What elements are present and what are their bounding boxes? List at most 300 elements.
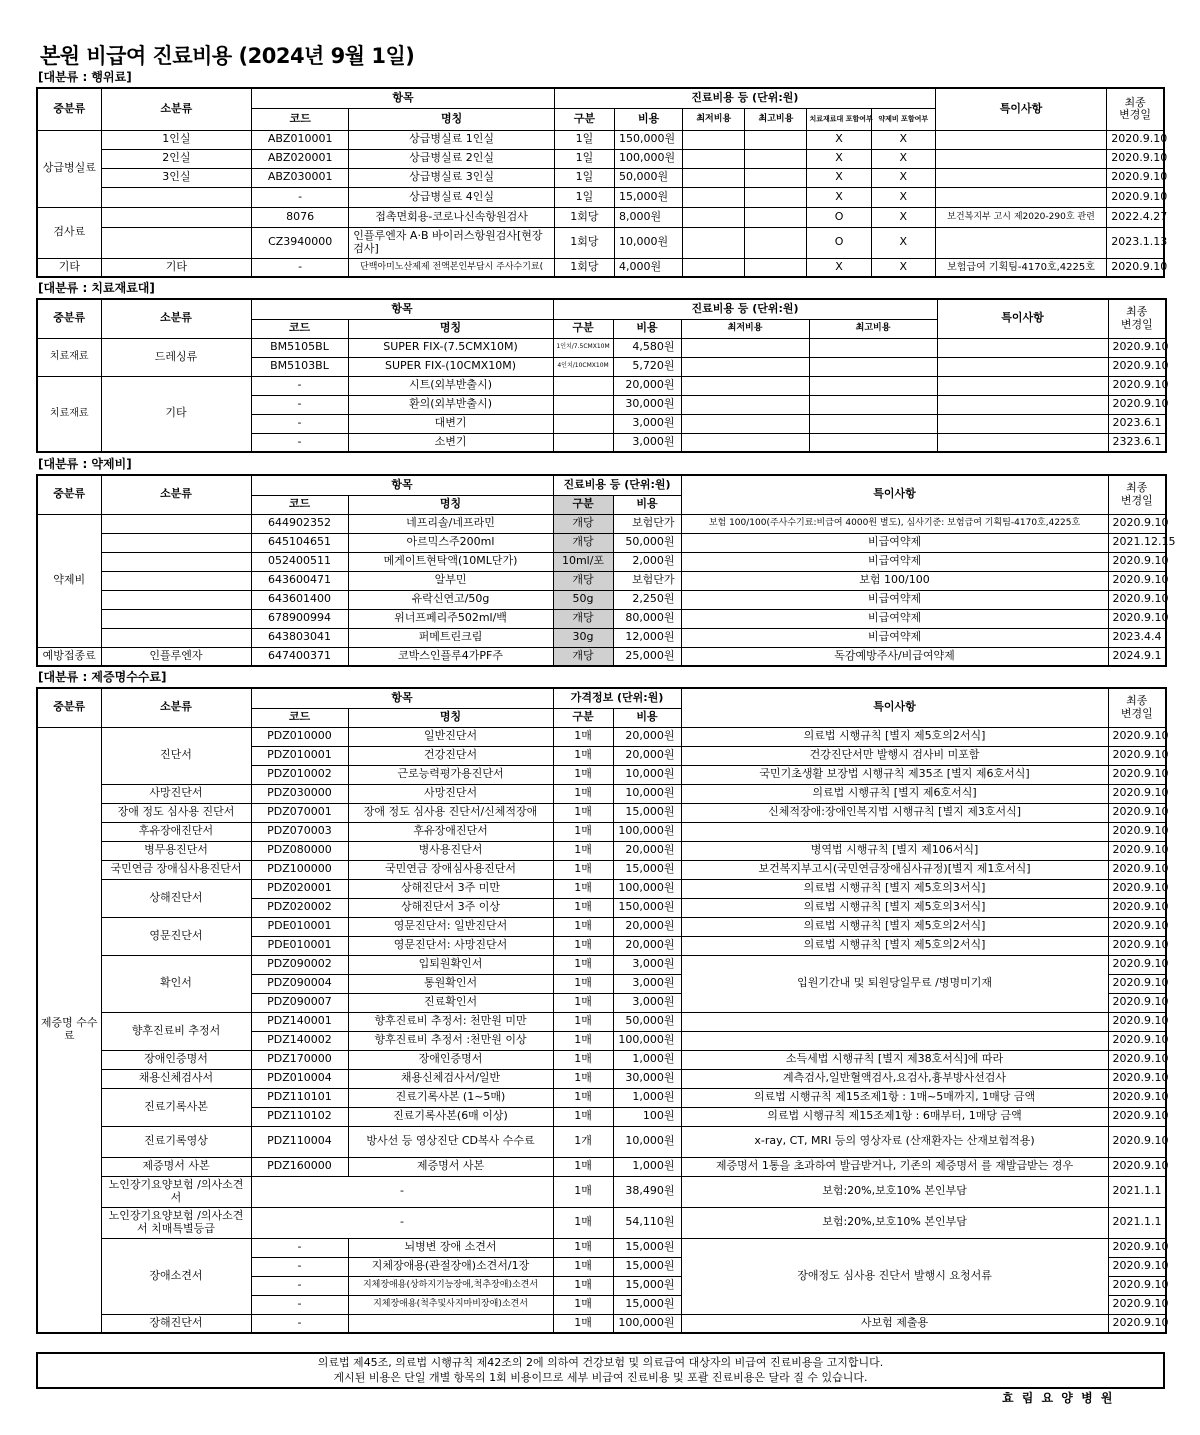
- unit: 1매: [553, 1238, 613, 1257]
- cost: 100,000원: [613, 1031, 681, 1050]
- sub-category: 인플루엔자: [101, 647, 251, 666]
- sub-category: 국민연금 장애심사용진단서: [101, 860, 251, 879]
- unit: 50g: [553, 590, 613, 609]
- unit: 1매: [553, 784, 613, 803]
- unit: 1매: [553, 1069, 613, 1088]
- item-code: -: [251, 1257, 348, 1276]
- table-row: [37, 1176, 1166, 1207]
- cost: 100,000원: [615, 149, 683, 168]
- change-date: 2021.12.15: [1108, 533, 1166, 552]
- cost: 15,000원: [613, 1257, 681, 1276]
- header-note: 특이사항: [935, 88, 1106, 130]
- cost: 4,580원: [613, 338, 681, 357]
- note: 사보험 제출용: [681, 1314, 1108, 1333]
- cost: 20,000원: [613, 917, 681, 936]
- cost: 100원: [613, 1107, 681, 1126]
- change-date: 2020.9.10: [1108, 974, 1166, 993]
- table-row: [37, 784, 1166, 803]
- item-code: -: [252, 258, 349, 277]
- unit: 1매: [553, 765, 613, 784]
- change-date: 2020.9.10: [1108, 1069, 1166, 1088]
- mid-category: 치료재료: [37, 376, 101, 452]
- change-date: 2020.9.10: [1108, 917, 1166, 936]
- note: 비급여약제: [681, 609, 1108, 628]
- mid-category: 예방접종료: [37, 647, 101, 666]
- unit: 1개: [553, 1126, 613, 1157]
- note: [937, 433, 1108, 452]
- page-title: 본원 비급여 진료비용 (2024년 9월 1일): [40, 44, 415, 68]
- cost: 50,000원: [615, 168, 683, 187]
- item-name: 환의(외부반출시): [348, 395, 553, 414]
- min-cost: [681, 376, 809, 395]
- header-sub: 소분류: [101, 88, 251, 130]
- header-name: 명칭: [348, 708, 553, 727]
- sub-category: 영문진단서: [101, 917, 251, 955]
- note: [681, 1031, 1108, 1050]
- note: 의료법 시행규칙 [별지 제5호의2서식]: [681, 917, 1108, 936]
- change-date: 2020.9.10: [1108, 898, 1166, 917]
- unit: 1매: [553, 803, 613, 822]
- table-row: [37, 955, 1166, 974]
- change-date: 2020.9.10: [1107, 168, 1164, 187]
- item-code: -: [251, 1238, 348, 1257]
- sub-category: [101, 187, 251, 207]
- header-item: 항목: [251, 475, 553, 495]
- header-mid: 중분류: [37, 688, 101, 727]
- item-code: PDZ140001: [251, 1012, 348, 1031]
- header-cost-value: 비용: [615, 108, 683, 130]
- header-name: 명칭: [348, 319, 553, 338]
- unit: 1매: [553, 1107, 613, 1126]
- item-code: -: [251, 1295, 348, 1314]
- drug-included: X: [871, 168, 935, 187]
- note: 의료법 시행규칙 제15조제1항 : 6매부터, 1매당 금액: [681, 1107, 1108, 1126]
- max-cost: [745, 227, 807, 258]
- header-min: 최저비용: [681, 319, 809, 338]
- item-name: 후유장애진단서: [348, 822, 553, 841]
- change-date: 2020.9.10: [1108, 746, 1166, 765]
- unit: 1회당: [554, 207, 614, 227]
- note: [937, 376, 1108, 395]
- header-final-date: 최종 변경일: [1108, 475, 1166, 514]
- cost: 20,000원: [613, 727, 681, 746]
- min-cost: [681, 357, 809, 376]
- change-date: 2020.9.10: [1108, 552, 1166, 571]
- item-name: SUPER FIX-(10CMX10M): [348, 357, 553, 376]
- item-code: PDZ080000: [251, 841, 348, 860]
- cost: 100,000원: [613, 1314, 681, 1333]
- sub-category: 병무용진단서: [101, 841, 251, 860]
- procedure-fee-table: [36, 87, 1168, 278]
- item-code: PDZ070001: [251, 803, 348, 822]
- mid-category: 상급병실료: [37, 130, 101, 207]
- table-row: [37, 533, 1166, 552]
- unit: 1매: [553, 917, 613, 936]
- change-date: 2020.9.10: [1108, 841, 1166, 860]
- note: [935, 168, 1106, 187]
- item-name: SUPER FIX-(7.5CMX10M): [348, 338, 553, 357]
- header-sub: 소분류: [101, 299, 251, 338]
- item-code: 644902352: [251, 514, 348, 533]
- cost: 3,000원: [613, 993, 681, 1012]
- item-name: 근로능력평가용진단서: [348, 765, 553, 784]
- item-code: PDZ090004: [251, 974, 348, 993]
- item-code: PDZ090007: [251, 993, 348, 1012]
- cost: 20,000원: [613, 746, 681, 765]
- unit: 1매: [553, 974, 613, 993]
- item-code: PDZ010002: [251, 765, 348, 784]
- unit: 1매: [553, 1314, 613, 1333]
- unit: 1매: [553, 841, 613, 860]
- drug-included: X: [871, 187, 935, 207]
- item-name: 아르믹스주200ml: [348, 533, 553, 552]
- sub-category: 1인실: [101, 130, 251, 149]
- material-included: X: [807, 258, 871, 277]
- max-cost: [809, 376, 937, 395]
- cost: 1,000원: [613, 1050, 681, 1069]
- max-cost: [745, 168, 807, 187]
- item-code: 645104651: [251, 533, 348, 552]
- unit: [553, 433, 613, 452]
- item-code: BM5103BL: [251, 357, 348, 376]
- table-row: [37, 822, 1166, 841]
- item-name: 장애인증명서: [348, 1050, 553, 1069]
- table-row: [37, 727, 1166, 746]
- note: 비급여약제: [681, 590, 1108, 609]
- change-date: 2020.9.10: [1108, 1276, 1166, 1295]
- unit: 1회당: [554, 227, 614, 258]
- change-date: 2024.9.1: [1108, 647, 1166, 666]
- header-cost-value: 비용: [613, 495, 681, 514]
- unit: 1매: [553, 898, 613, 917]
- material-fee-table: [36, 298, 1167, 453]
- unit: [553, 414, 613, 433]
- item-name: 상해진단서 3주 이상: [348, 898, 553, 917]
- header-note: 특이사항: [937, 299, 1108, 338]
- note: x-ray, CT, MRI 등의 영상자료 (산재환자는 산재보험적용): [681, 1126, 1108, 1157]
- section-label-drug: [대분류 : 약제비]: [38, 457, 132, 471]
- item-name: 인플루엔자 A·B 바이러스항원검사[현장검사]: [349, 227, 555, 258]
- sub-category: 진료기록사본: [101, 1088, 251, 1126]
- note: 의료법 시행규칙 제15조제1항 : 1매~5매까지, 1매당 금액: [681, 1088, 1108, 1107]
- mid-category: 제증명 수수료: [37, 727, 101, 1333]
- max-cost: [809, 395, 937, 414]
- item-code: PDZ110004: [251, 1126, 348, 1157]
- item-name: 향후진료비 추정서: 천만원 미만: [348, 1012, 553, 1031]
- cost: 2,250원: [613, 590, 681, 609]
- item-code: PDZ010000: [251, 727, 348, 746]
- unit: 1매: [553, 1012, 613, 1031]
- item-code: PDZ110101: [251, 1088, 348, 1107]
- unit: 1일: [554, 187, 614, 207]
- item-code: 643601400: [251, 590, 348, 609]
- cost: 15,000원: [613, 1276, 681, 1295]
- note: 건강진단서만 발행시 검사비 미포함: [681, 746, 1108, 765]
- cost: 20,000원: [613, 841, 681, 860]
- min-cost: [681, 414, 809, 433]
- sub-category: [101, 571, 251, 590]
- change-date: 2020.9.10: [1108, 1107, 1166, 1126]
- note: 의료법 시행규칙 [별지 제5호의2서식]: [681, 727, 1108, 746]
- cost: 15,000원: [613, 860, 681, 879]
- cost: 50,000원: [613, 533, 681, 552]
- item-code: PDZ020002: [251, 898, 348, 917]
- table-row: [37, 187, 1164, 207]
- change-date: 2020.9.10: [1108, 955, 1166, 974]
- item-name: 상급병실료 1인실: [349, 130, 555, 149]
- note: 신체적장애:장애인복지법 시행규칙 [별지 제3호서식]: [681, 803, 1108, 822]
- unit: [553, 395, 613, 414]
- cost: 54,110원: [613, 1207, 681, 1238]
- table-row: [37, 1238, 1166, 1257]
- cost: 100,000원: [613, 879, 681, 898]
- cost: 80,000원: [613, 609, 681, 628]
- sub-category: 3인실: [101, 168, 251, 187]
- change-date: 2020.9.10: [1108, 395, 1166, 414]
- item-name: 시트(외부반출시): [348, 376, 553, 395]
- item-name: 퍼메트린크림: [348, 628, 553, 647]
- item-name: 상급병실료 3인실: [349, 168, 555, 187]
- unit: 4인치/10CMX10M: [553, 357, 613, 376]
- change-date: 2020.9.10: [1108, 1126, 1166, 1157]
- header-code: 코드: [251, 319, 348, 338]
- material-included: X: [807, 130, 871, 149]
- item-code: PDZ090002: [251, 955, 348, 974]
- sub-category: 장애인증명서: [101, 1050, 251, 1069]
- legal-notice-line1: 의료법 제45조, 의료법 시행규칙 제42조의 2에 의하여 건강보험 및 의료급여 대상자의 비급여 진료비용을 고지합니다.: [317, 1356, 884, 1369]
- item-code: PDZ010004: [251, 1069, 348, 1088]
- header-gubun: 구분: [553, 319, 613, 338]
- header-note: 특이사항: [681, 688, 1108, 727]
- note: 비급여약제: [681, 533, 1108, 552]
- item-name: 방사선 등 영상진단 CD복사 수수료: [348, 1126, 553, 1157]
- drug-included: X: [871, 130, 935, 149]
- header-code: 코드: [251, 708, 348, 727]
- table-row: [37, 376, 1166, 395]
- table-row: [37, 1207, 1166, 1238]
- note: 비급여약제: [681, 552, 1108, 571]
- item-name: 진료확인서: [348, 993, 553, 1012]
- cost: 30,000원: [613, 395, 681, 414]
- item-name: 단백아미노산제제 전액본인부담시 주사수기료(: [349, 258, 555, 277]
- item-code: ABZ020001: [252, 149, 349, 168]
- change-date: 2020.9.10: [1108, 1157, 1166, 1176]
- item-name: 상해진단서 3주 미만: [348, 879, 553, 898]
- note: 계측검사,일반혈액검사,요검사,흉부방사선검사: [681, 1069, 1108, 1088]
- unit: 30g: [553, 628, 613, 647]
- min-cost: [683, 149, 745, 168]
- header-cost: 진료비용 등 (단위:원): [554, 88, 935, 108]
- cost: 3,000원: [613, 955, 681, 974]
- cost: 3,000원: [613, 433, 681, 452]
- item-code: PDZ070003: [251, 822, 348, 841]
- drug-included: X: [871, 207, 935, 227]
- item-name: 알부민: [348, 571, 553, 590]
- change-date: 2020.9.10: [1108, 571, 1166, 590]
- item-name: 병사용진단서: [348, 841, 553, 860]
- item-name: 진료기록사본 (1~5매): [348, 1088, 553, 1107]
- note: 비급여약제: [681, 628, 1108, 647]
- note: 입원기간내 및 퇴원당일무료 /병명미기재: [681, 955, 1108, 1012]
- item-code: -: [251, 433, 348, 452]
- note: 소득세법 시행규칙 [별지 제38호서식]에 따라: [681, 1050, 1108, 1069]
- sub-category: [101, 609, 251, 628]
- change-date: 2020.9.10: [1108, 1238, 1166, 1257]
- unit: 1일: [554, 149, 614, 168]
- max-cost: [745, 187, 807, 207]
- sub-category: [101, 590, 251, 609]
- note: [935, 149, 1106, 168]
- change-date: 2023.1.13: [1107, 227, 1164, 258]
- change-date: 2020.9.10: [1108, 1012, 1166, 1031]
- unit: 1일: [554, 168, 614, 187]
- table-row: [37, 860, 1166, 879]
- sub-category: [101, 227, 251, 258]
- item-name: 유락신연고/50g: [348, 590, 553, 609]
- item-code: 647400371: [251, 647, 348, 666]
- table-row: [37, 803, 1166, 822]
- hospital-name: 효 림 요 양 병 원: [1002, 1391, 1115, 1405]
- header-drug-included: 약제비 포함여부: [871, 108, 935, 130]
- min-cost: [681, 433, 809, 452]
- header-mid: 중분류: [37, 475, 101, 514]
- change-date: 2020.9.10: [1108, 993, 1166, 1012]
- item-name: 뇌병변 장애 소견서: [348, 1238, 553, 1257]
- section-label-certificate: [대분류 : 제증명수수료]: [38, 670, 167, 684]
- sub-category: [101, 533, 251, 552]
- table-row: [37, 1157, 1166, 1176]
- unit: 1매: [553, 1257, 613, 1276]
- cost: 20,000원: [613, 376, 681, 395]
- item-name: 건강진단서: [348, 746, 553, 765]
- header-name: 명칭: [349, 108, 555, 130]
- note: [937, 395, 1108, 414]
- table-row: [37, 149, 1164, 168]
- max-cost: [745, 130, 807, 149]
- unit: 1매: [553, 727, 613, 746]
- header-item: 항목: [251, 299, 553, 319]
- change-date: 2020.9.10: [1108, 860, 1166, 879]
- note: [681, 1012, 1108, 1031]
- unit: 개당: [553, 571, 613, 590]
- item-name: [348, 1314, 553, 1333]
- change-date: 2020.9.10: [1107, 258, 1164, 277]
- unit: 개당: [553, 533, 613, 552]
- table-row: [37, 227, 1164, 258]
- cost: 15,000원: [615, 187, 683, 207]
- sub-category: 노인장기요양보험 /의사소견서: [101, 1176, 251, 1207]
- header-max: 최고비용: [745, 108, 807, 130]
- unit: 1일: [554, 130, 614, 149]
- item-name: 사망진단서: [348, 784, 553, 803]
- unit: 10ml/포: [553, 552, 613, 571]
- max-cost: [809, 338, 937, 357]
- min-cost: [681, 395, 809, 414]
- sub-category: 진단서: [101, 727, 251, 784]
- item-name: 지체장애용(관절장애)소견서/1장: [348, 1257, 553, 1276]
- unit: 1매: [553, 1276, 613, 1295]
- item-code: PDZ140002: [251, 1031, 348, 1050]
- min-cost: [683, 168, 745, 187]
- cost: 20,000원: [613, 936, 681, 955]
- sub-category: 노인장기요양보험 /의사소견서 치매특별등급: [101, 1207, 251, 1238]
- change-date: 2020.9.10: [1108, 590, 1166, 609]
- cost: 38,490원: [613, 1176, 681, 1207]
- unit: 1회당: [554, 258, 614, 277]
- item-name: 코박스인플루4가PF주: [348, 647, 553, 666]
- cost: 4,000원: [615, 258, 683, 277]
- sub-category: 확인서: [101, 955, 251, 1012]
- header-final-date: 최종 변경일: [1107, 88, 1164, 130]
- note: 보험:20%,보호10% 본인부담: [681, 1207, 1108, 1238]
- item-code: -: [251, 1314, 348, 1333]
- note: 독감예방주사/비급여약제: [681, 647, 1108, 666]
- note: 보험:20%,보호10% 본인부담: [681, 1176, 1108, 1207]
- item-code: 678900994: [251, 609, 348, 628]
- header-gubun: 구분: [553, 708, 613, 727]
- item-name: 국민연금 장애심사용진단서: [348, 860, 553, 879]
- header-mid: 중분류: [37, 299, 101, 338]
- note: [937, 414, 1108, 433]
- legal-notice: [36, 1352, 1165, 1389]
- change-date: 2023.6.1: [1108, 414, 1166, 433]
- item-code: CZ3940000: [252, 227, 349, 258]
- cost: 1,000원: [613, 1157, 681, 1176]
- table-row: [37, 879, 1166, 898]
- item-code: 643803041: [251, 628, 348, 647]
- change-date: 2020.9.10: [1108, 1031, 1166, 1050]
- table-row: [37, 917, 1166, 936]
- item-name: 상급병실료 4인실: [349, 187, 555, 207]
- change-date: 2021.1.1: [1108, 1176, 1166, 1207]
- header-gubun: 구분: [554, 108, 614, 130]
- item-code: -: [252, 187, 349, 207]
- header-sub: 소분류: [101, 688, 251, 727]
- item-name: 위너프페리주502ml/백: [348, 609, 553, 628]
- cost: 30,000원: [613, 1069, 681, 1088]
- sub-category: 2인실: [101, 149, 251, 168]
- item-code: ABZ030001: [252, 168, 349, 187]
- sub-category: 사망진단서: [101, 784, 251, 803]
- item-code: PDE010001: [251, 936, 348, 955]
- sub-category: 상해진단서: [101, 879, 251, 917]
- sub-category: 향후진료비 추정서: [101, 1012, 251, 1050]
- change-date: 2020.9.10: [1108, 784, 1166, 803]
- unit: 개당: [553, 609, 613, 628]
- table-row: [37, 628, 1166, 647]
- change-date: 2020.9.10: [1108, 357, 1166, 376]
- note: [935, 130, 1106, 149]
- note: [937, 338, 1108, 357]
- cost: 3,000원: [613, 414, 681, 433]
- header-cost: 진료비용 등 (단위:원): [553, 475, 681, 495]
- unit: 1매: [553, 1088, 613, 1107]
- item-code: -: [251, 414, 348, 433]
- table-row: [37, 207, 1164, 227]
- item-name: 향후진료비 추정서 :천만원 이상: [348, 1031, 553, 1050]
- header-max: 최고비용: [809, 319, 937, 338]
- change-date: 2020.9.10: [1108, 879, 1166, 898]
- item-code: PDZ160000: [251, 1157, 348, 1176]
- unit: 1매: [553, 1207, 613, 1238]
- header-gubun: 구분: [553, 495, 613, 514]
- change-date: 2020.9.10: [1108, 376, 1166, 395]
- note: 의료법 시행규칙 [별지 제5호의2서식]: [681, 936, 1108, 955]
- header-cost-value: 비용: [613, 708, 681, 727]
- sub-category: 진료기록영상: [101, 1126, 251, 1157]
- mid-category: 약제비: [37, 514, 101, 647]
- header-cost: 진료비용 등 (단위:원): [553, 299, 937, 319]
